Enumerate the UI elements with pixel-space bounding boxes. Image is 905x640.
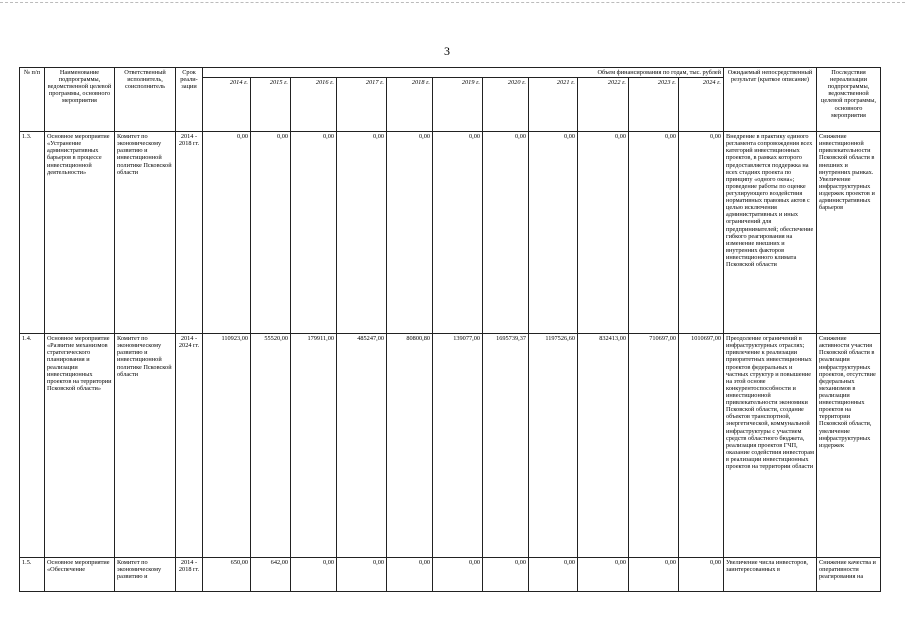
row-value: 1197526,60 — [529, 334, 578, 558]
year-header: 2020 г. — [483, 78, 529, 132]
row-result: Преодоление ограничений в инфраструктурных отраслях; привлечение к реализации приоритетных инвестиционных проектов федеральных и частных структур и повышение на этой основе конкурентоспособности и инвестиционной привлекательности экономики Псковской области, создание объектов транспортной, энергетической, коммунальной инфраструктуры с участием средств областного бюджета, реализация проектов ГЧП, оказание содействия инвесторам в реализации инвестиционных проектов на территории области — [724, 334, 817, 558]
header-funding: Объем финансирования по годам, тыс. рублей — [203, 68, 724, 78]
row-consequences: Снижение инвестиционной привлекательности Псковской области в внешних и внутренних рынках. Увеличение инфраструктурных издержек проектов и административных барьеров — [817, 132, 881, 334]
row-name: Основное мероприятие «Обеспечение — [45, 558, 115, 592]
row-name: Основное мероприятие «Устранение административных барьеров в процессе инвестиционной деятельности» — [45, 132, 115, 334]
year-header: 2024 г. — [679, 78, 724, 132]
row-value: 0,00 — [578, 558, 629, 592]
row-executor: Комитет по экономическому развитию и инвестиционной политике Псковской области — [115, 334, 176, 558]
row-name: Основное мероприятие «Развитие механизмов стратегического планирования и реализации инвестиционных проектов на территории Псковской области» — [45, 334, 115, 558]
row-value: 80800,80 — [387, 334, 433, 558]
row-executor: Комитет по экономическому развитию и инвестиционной политике Псковской области — [115, 132, 176, 334]
table-row — [20, 558, 881, 592]
row-term: 2014 - 2018 гг. — [176, 558, 203, 592]
row-consequences: Снижение активности участия Псковской области в реализации инфраструктурных проектов, отсутствие федеральных механизмов в реализации инвестиционных проектов на территории Псковской области, увеличение инфраструктурных издержек — [817, 334, 881, 558]
row-executor: Комитет по экономическому развитию и — [115, 558, 176, 592]
header-num: № п/п — [20, 68, 45, 132]
row-value: 0,00 — [387, 132, 433, 334]
row-number: 1.3. — [20, 132, 45, 334]
row-value: 179911,00 — [291, 334, 337, 558]
row-value: 0,00 — [529, 558, 578, 592]
row-value: 1695739,37 — [483, 334, 529, 558]
row-value: 0,00 — [433, 558, 483, 592]
page-number: 3 — [444, 44, 450, 58]
year-header: 2019 г. — [433, 78, 483, 132]
row-value: 650,00 — [203, 558, 251, 592]
year-header: 2023 г. — [629, 78, 679, 132]
year-header: 2018 г. — [387, 78, 433, 132]
row-value: 0,00 — [483, 558, 529, 592]
header-row-top — [20, 68, 881, 78]
row-value: 0,00 — [291, 132, 337, 334]
row-value: 832413,00 — [578, 334, 629, 558]
header-name: Наименование подпрограммы, ведомственной целевой программы, основного мероприятия — [45, 68, 115, 132]
row-value: 0,00 — [679, 132, 724, 334]
row-value: 0,00 — [337, 132, 387, 334]
row-value: 710697,00 — [629, 334, 679, 558]
row-value: 1010697,00 — [679, 334, 724, 558]
row-term: 2014 - 2018 гг. — [176, 132, 203, 334]
row-value: 0,00 — [433, 132, 483, 334]
row-value: 0,00 — [251, 132, 291, 334]
row-result: Внедрение в практику единого регламента сопровождения всех категорий инвестиционных проектов, в рамках которого предоставляется поддержка на всех стадиях проекта по принципу «одного окна»; проведение работы по оценке регулирующего воздействия нормативных правовых актов с целью исключения административных и иных ограничений для предпринимателей; обеспечение гибкого реагирования на изменение внешних и внутренних факторов инвестиционного климата Псковской области — [724, 132, 817, 334]
row-value: 0,00 — [529, 132, 578, 334]
program-table — [19, 67, 881, 592]
row-number: 1.5. — [20, 558, 45, 592]
row-value: 642,00 — [251, 558, 291, 592]
row-value: 0,00 — [679, 558, 724, 592]
header-executor: Ответственный исполнитель, соисполнитель — [115, 68, 176, 132]
top-edge-line — [0, 2, 905, 3]
table-row — [20, 334, 881, 558]
row-consequences: Снижение качества и оперативности реагирования на — [817, 558, 881, 592]
year-header: 2017 г. — [337, 78, 387, 132]
row-value: 0,00 — [203, 132, 251, 334]
row-value: 139077,00 — [433, 334, 483, 558]
row-value: 110923,00 — [203, 334, 251, 558]
year-header: 2015 г. — [251, 78, 291, 132]
year-header: 2014 г. — [203, 78, 251, 132]
row-value: 0,00 — [483, 132, 529, 334]
row-value: 55520,00 — [251, 334, 291, 558]
header-consequences: Последствия нереализации подпрограммы, ведомственной целевой программы, основного мероприятия — [817, 68, 881, 132]
row-value: 0,00 — [578, 132, 629, 334]
row-result: Увеличение числа инвесторов, заинтересованных в — [724, 558, 817, 592]
year-header: 2016 г. — [291, 78, 337, 132]
row-value: 0,00 — [629, 132, 679, 334]
year-header: 2022 г. — [578, 78, 629, 132]
table-row — [20, 132, 881, 334]
row-value: 0,00 — [291, 558, 337, 592]
header-result: Ожидаемый непосредственный результат (краткое описание) — [724, 68, 817, 132]
row-value: 0,00 — [629, 558, 679, 592]
row-term: 2014 - 2024 гг. — [176, 334, 203, 558]
header-term: Срок реали-зации — [176, 68, 203, 132]
row-value: 0,00 — [337, 558, 387, 592]
row-value: 485247,00 — [337, 334, 387, 558]
row-value: 0,00 — [387, 558, 433, 592]
row-number: 1.4. — [20, 334, 45, 558]
year-header: 2021 г. — [529, 78, 578, 132]
